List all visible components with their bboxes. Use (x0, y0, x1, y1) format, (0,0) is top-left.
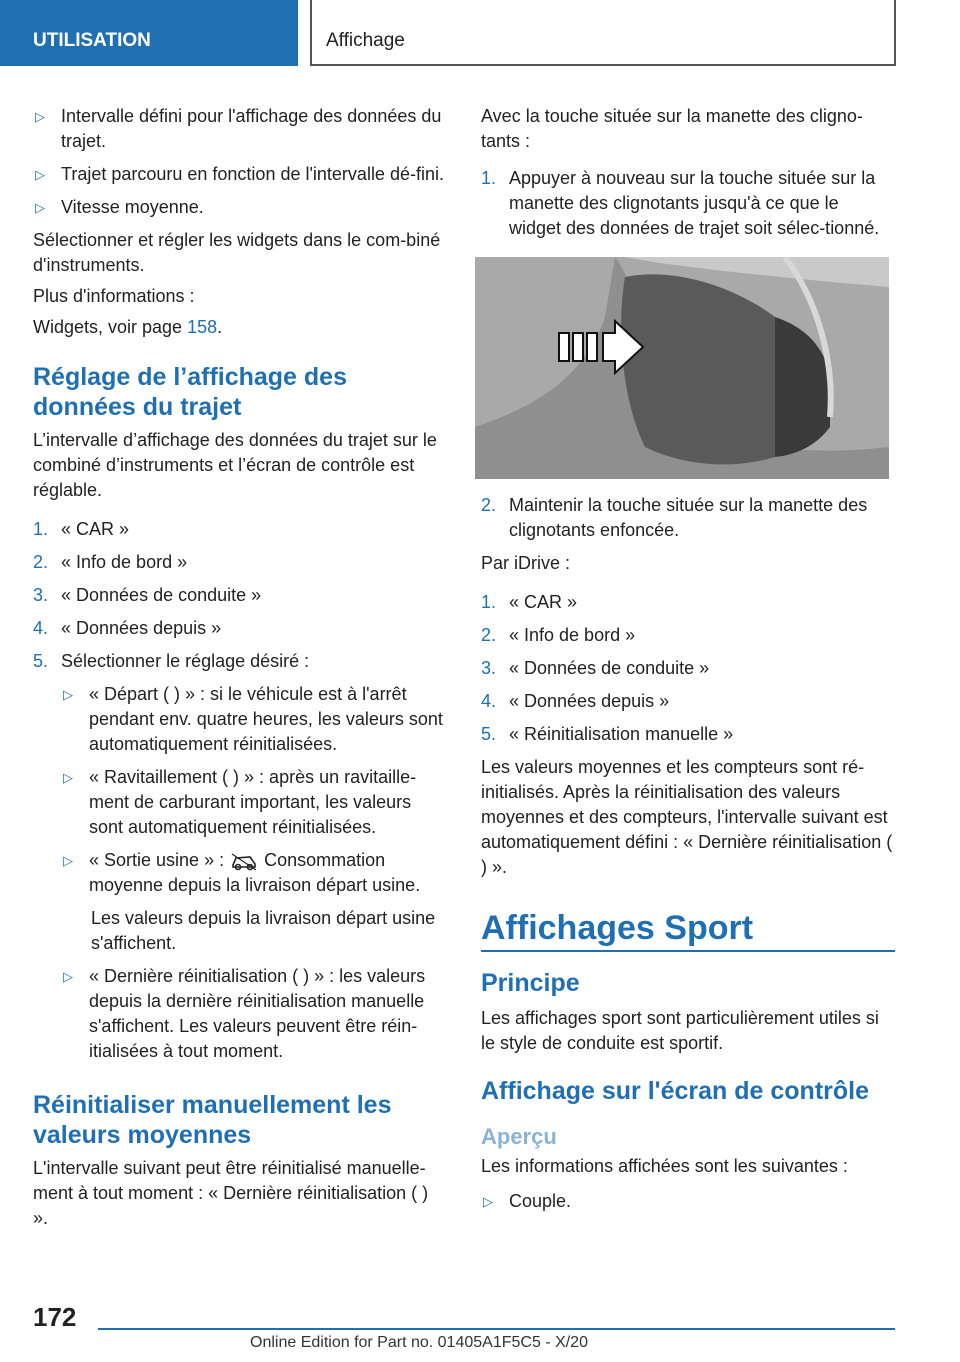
list-item: 4. « Données depuis » (481, 691, 670, 711)
paragraph: Widgets, voir page 158. (33, 317, 223, 337)
note-text: Les valeurs depuis la livraison départ usine s'affichent. (91, 908, 436, 953)
list-item: 1. « CAR » (33, 519, 130, 539)
sub-list-item: ▷ « Dernière réinitialisation ( ) » : les valeurs depuis la dernière réinitialisation manuelle s'affichent. Les valeurs peuvent être réin‐itialisées à tout moment. (63, 966, 426, 1061)
section-heading: Réglage de l’affichage des données du trajet (33, 363, 347, 421)
list-item: 5. « Réinitialisation manuelle » (481, 724, 734, 744)
paragraph: Les informations affichées sont les suivantes : (481, 1156, 848, 1176)
list-item: 4. « Données depuis » (33, 618, 222, 638)
list-item: ▷ Vitesse moyenne. (33, 195, 445, 220)
turn-signal-lever-image (475, 257, 889, 479)
paragraph: L’intervalle d’affichage des données du trajet sur le combiné d’instruments et l’écran de contrôle est réglable. (33, 430, 437, 500)
left-column (33, 104, 445, 1237)
triangle-bullet-icon: ▷ (483, 1194, 493, 1209)
list-item: ▷ Trajet parcouru en fonction de l'intervalle dé‐fini. (33, 162, 445, 187)
section-label: UTILISATION (33, 30, 151, 51)
list-item: 3. « Données de conduite » (33, 585, 262, 605)
paragraph: Avec la touche située sur la manette des cligno‐tants : (481, 106, 863, 151)
list-item: 2. Maintenir la touche située sur la manette des clignotants enfoncée. (481, 495, 868, 540)
triangle-bullet-icon: ▷ (63, 969, 73, 984)
lever-illustration (475, 257, 889, 479)
list-item: 3. « Données de conduite » (481, 658, 710, 678)
list-item: 2. « Info de bord » (33, 552, 188, 572)
list-item: ▷ Couple. (481, 1189, 895, 1214)
factory-car-icon (230, 851, 258, 871)
chapter-heading: Affichages Sport (481, 908, 895, 952)
triangle-bullet-icon: ▷ (35, 109, 45, 124)
triangle-bullet-icon: ▷ (63, 853, 73, 868)
list-item: 1. « CAR » (481, 592, 578, 612)
triangle-bullet-icon: ▷ (35, 200, 45, 215)
section-tab (0, 0, 298, 66)
paragraph: Les valeurs moyennes et les compteurs sont ré‐initialisés. Après la réinitialisation des valeurs moyennes et des compteurs, l'intervalle suivant est automatiquement défini : « Dernière réinitialisation ( ) ». (481, 757, 893, 877)
section-heading: Réinitialiser manuellement les valeurs moyennes (33, 1091, 392, 1149)
subsection-heading: Aperçu (481, 1124, 557, 1149)
list-item: 2. « Info de bord » (481, 625, 636, 645)
sub-list-item: ▷ « Départ ( ) » : si le véhicule est à l'arrêt pendant env. quatre heures, les valeurs sont automatiquement réinitialisées. (63, 684, 443, 754)
triangle-bullet-icon: ▷ (35, 167, 45, 182)
paragraph: Sélectionner et régler les widgets dans le com‐biné d'instruments. (33, 230, 441, 275)
page-number: 172 (33, 1302, 77, 1332)
right-column (481, 104, 895, 1222)
paragraph: L'intervalle suivant peut être réinitialisé manuelle‐ment à tout moment : « Dernière réinitialisation ( ) ». (33, 1158, 429, 1228)
section-heading: Affichage sur l'écran de contrôle (481, 1077, 869, 1105)
footer-divider (98, 1328, 895, 1330)
edition-footer: Online Edition for Part no. 01405A1F5C5 - X/20 (250, 1334, 588, 1351)
paragraph: Plus d'informations : (33, 286, 195, 306)
sub-list-item: ▷ « Sortie usine » : Consommation moyenne depuis la livraison départ usine. (63, 850, 421, 895)
header-title-box (310, 0, 896, 66)
list-item: 5. Sélectionner le réglage désiré : (33, 651, 310, 671)
triangle-bullet-icon: ▷ (63, 687, 73, 702)
section-heading: Principe (481, 969, 580, 997)
list-item: 1. Appuyer à nouveau sur la touche située sur la manette des clignotants jusqu'à ce que le widget des données de trajet soit sélec‐tionné. (481, 168, 880, 238)
paragraph: Par iDrive : (481, 553, 571, 573)
page-link[interactable]: 158 (187, 317, 218, 337)
triangle-bullet-icon: ▷ (63, 770, 73, 785)
sub-list-item: ▷ « Ravitaillement ( ) » : après un ravitaille‐ment de carburant important, les valeurs sont automatiquement réinitialisées. (63, 767, 417, 837)
page-title: Affichage (326, 30, 405, 51)
paragraph: Les affichages sport sont particulièrement utiles si le style de conduite est sportif. (481, 1008, 879, 1053)
list-item: ▷ Intervalle défini pour l'affichage des données du trajet. (35, 106, 442, 151)
